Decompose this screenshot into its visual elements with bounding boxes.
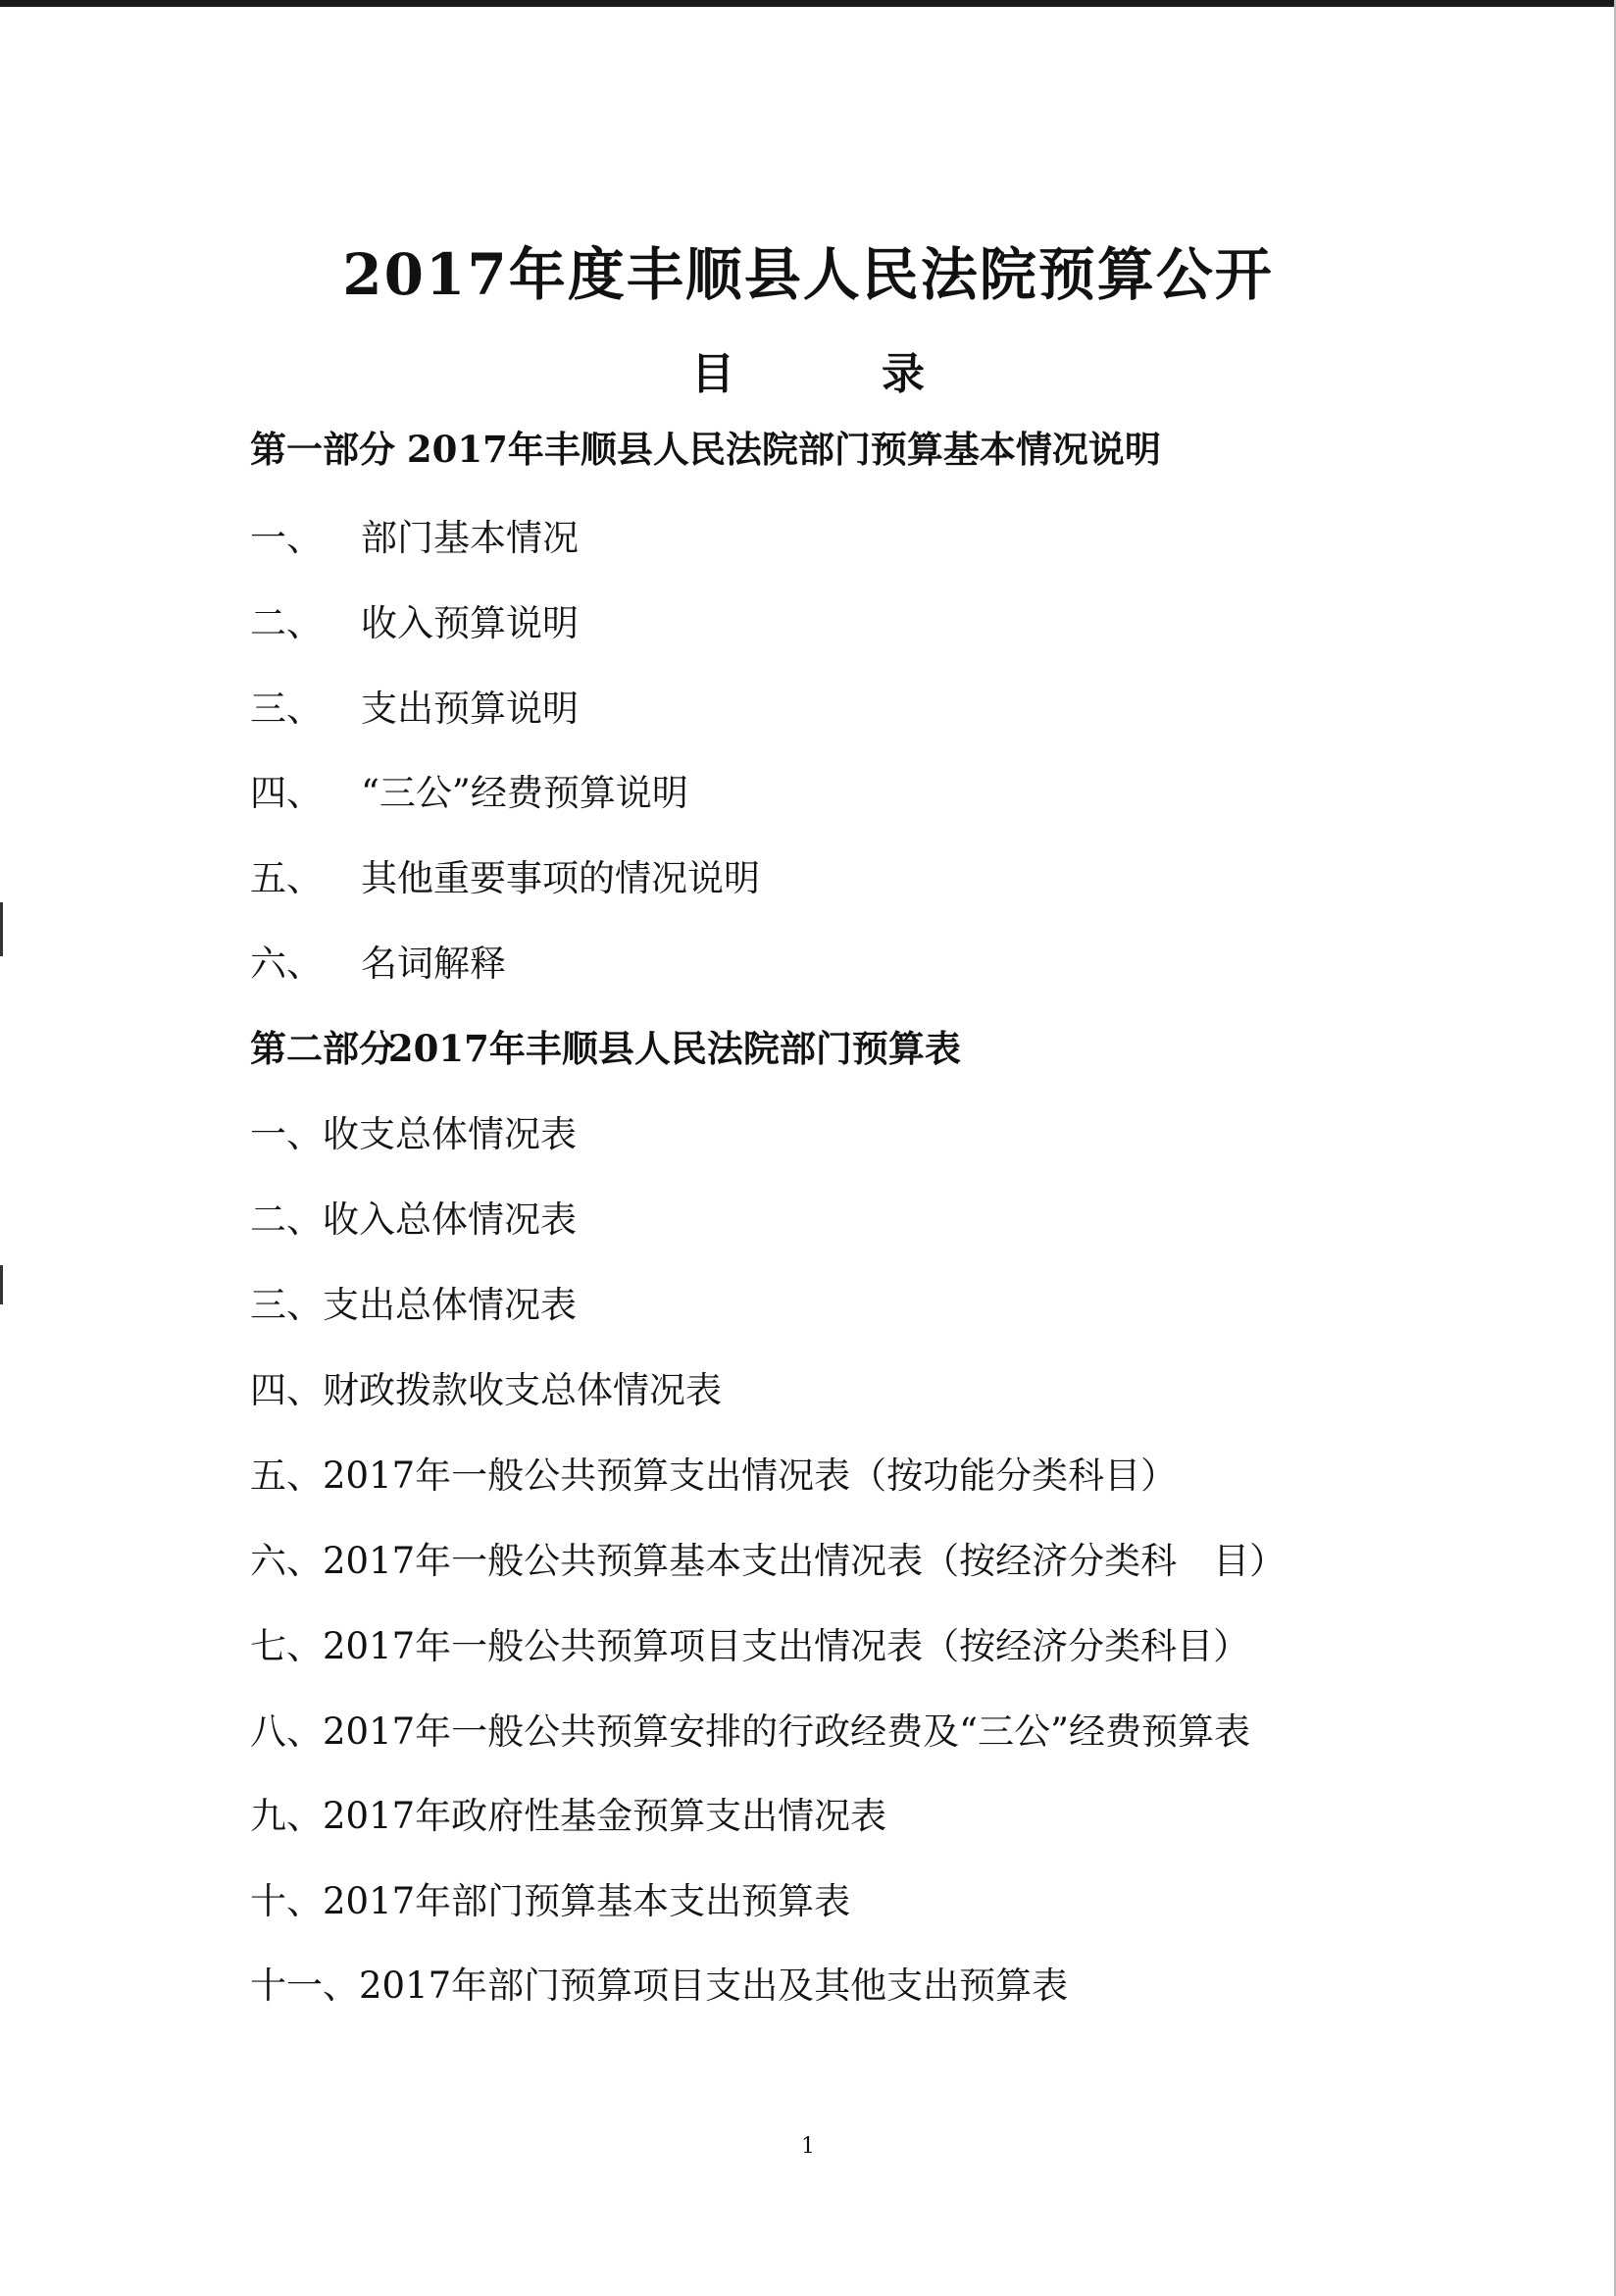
- toc-item: [250, 602, 579, 644]
- toc-item: 十一、2017年部门预算项目支出及其他支出预算表: [250, 1964, 1069, 2007]
- item-text: 名词解释: [361, 943, 506, 985]
- toc-item: [250, 772, 688, 814]
- item-text: 支出预算说明: [361, 688, 579, 730]
- toc-item: [250, 857, 760, 899]
- part-label: 第二部分: [250, 1027, 395, 1070]
- toc-item: 二、收入总体情况表: [250, 1199, 577, 1241]
- toc-part-1: [250, 428, 1161, 471]
- toc-item: 三、支出总体情况表: [250, 1284, 577, 1326]
- scan-edge-mark: [0, 1265, 3, 1304]
- toc-heading: [0, 338, 1616, 401]
- item-text: 其他重要事项的情况说明: [361, 857, 760, 899]
- item-number: 四、: [250, 772, 323, 814]
- document-title: 2017年度丰顺县人民法院预算公开: [342, 241, 1274, 308]
- item-text: “三公”经费预算说明: [361, 772, 688, 814]
- item-text: 收入预算说明: [361, 602, 579, 644]
- item-number: 六、: [250, 943, 323, 985]
- part-title: 2017年丰顺县人民法院部门预算表: [387, 1027, 961, 1070]
- page-number: 1: [801, 2134, 815, 2159]
- toc-item: [250, 943, 506, 985]
- item-text: 部门基本情况: [361, 517, 579, 559]
- toc-item: 十、2017年部门预算基本支出预算表: [250, 1880, 851, 1922]
- scan-edge-mark: [0, 902, 3, 956]
- scan-top-border: [0, 0, 1616, 7]
- item-number: 一、: [250, 517, 323, 559]
- toc-item: [250, 517, 579, 559]
- part-label: 第一部分: [250, 428, 395, 471]
- toc-item: 六、2017年一般公共预算基本支出情况表（按经济分类科 目）: [250, 1540, 1287, 1582]
- item-number: 二、: [250, 602, 323, 644]
- toc-item: [250, 688, 579, 730]
- toc-item: 五、2017年一般公共预算支出情况表（按功能分类科目）: [250, 1454, 1178, 1497]
- part-title: 2017年丰顺县人民法院部门预算基本情况说明: [406, 428, 1161, 471]
- toc-item: 八、2017年一般公共预算安排的行政经费及“三公”经费预算表: [250, 1710, 1250, 1753]
- item-number: 五、: [250, 857, 323, 899]
- toc-item: 一、收支总体情况表: [250, 1113, 577, 1155]
- toc-item: 四、财政拨款收支总体情况表: [250, 1369, 722, 1411]
- toc-heading-left: 目: [691, 349, 734, 399]
- toc-item: 九、2017年政府性基金预算支出情况表: [250, 1795, 887, 1837]
- item-number: 三、: [250, 688, 323, 730]
- toc-heading-right: 录: [882, 349, 925, 399]
- toc-item: 七、2017年一般公共预算项目支出情况表（按经济分类科目）: [250, 1625, 1250, 1667]
- toc-part-2: [250, 1027, 961, 1070]
